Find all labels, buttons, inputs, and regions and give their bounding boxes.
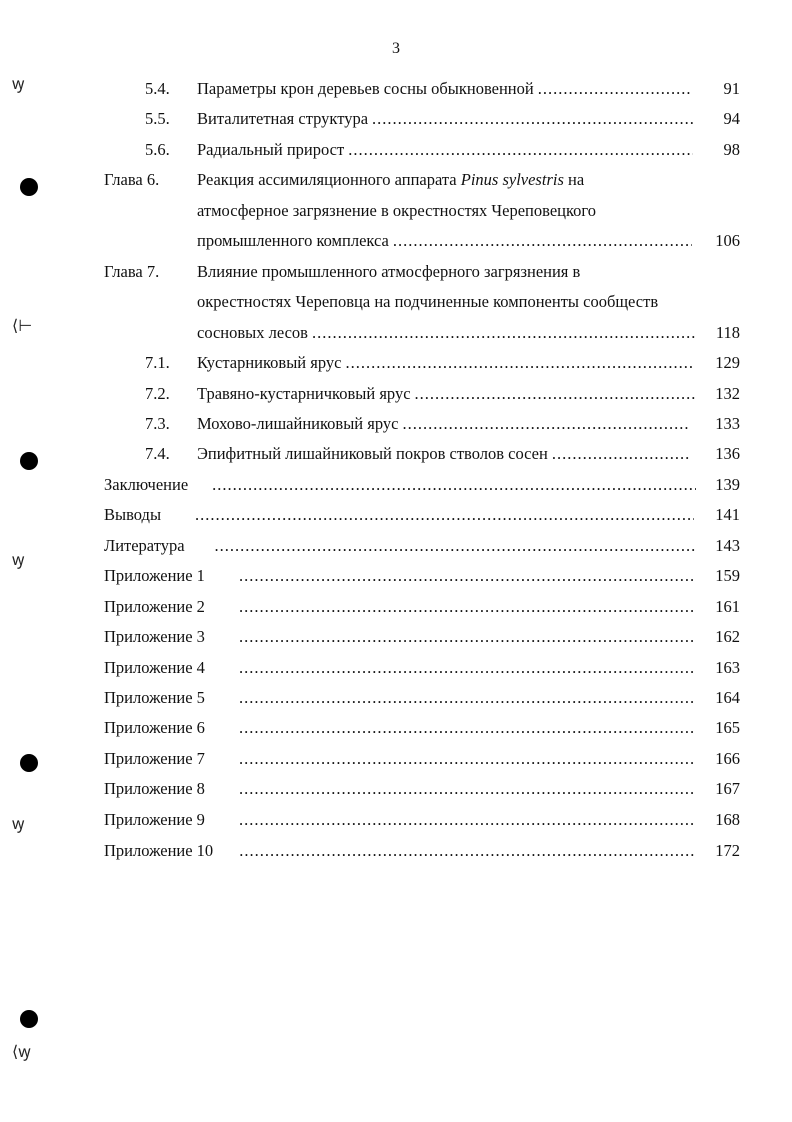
entry-title-line: Реакция ассимиляционного аппарата Pinus sylvestris на [197, 170, 585, 189]
entry-title: Приложение 7 [104, 749, 205, 768]
entry-title: Приложение 2 [104, 597, 205, 616]
entry-page: 163 [715, 658, 740, 677]
entry-page: 143 [715, 536, 740, 555]
entry-title: Травяно-кустарничковый ярус [197, 384, 411, 403]
entry-page: 166 [715, 749, 740, 768]
dot-leader [239, 561, 696, 591]
entry-page: 167 [715, 779, 740, 798]
entry-page: 106 [715, 231, 740, 250]
entry-title: Литература [104, 536, 185, 555]
entry-title: сосновых лесов [197, 323, 308, 342]
dot-leader [312, 318, 695, 348]
entry-title: Кустарниковый ярус [197, 353, 342, 372]
margin-mark-icon: ⟨ꝡ [12, 1042, 31, 1061]
chapter-number: Глава 7. [104, 262, 160, 281]
section-number: 5.5. [145, 109, 170, 128]
toc-entry[interactable] [104, 592, 698, 622]
dot-leader [239, 592, 696, 622]
entry-title: Заключение [104, 475, 189, 494]
dot-leader [239, 683, 696, 713]
entry-title: Приложение 3 [104, 627, 205, 646]
toc-entry[interactable] [104, 653, 698, 683]
entry-page: 91 [723, 79, 740, 98]
section-number: 7.2. [145, 384, 170, 403]
dot-leader [215, 531, 696, 561]
toc-entry[interactable] [145, 348, 697, 378]
entry-page: 139 [715, 475, 740, 494]
dot-leader [393, 226, 692, 256]
toc-entry[interactable] [104, 622, 698, 652]
entry-page: 162 [715, 627, 740, 646]
entry-title-line: окрестностях Череповца на подчиненные компоненты сообществ [197, 292, 659, 311]
entry-page: 118 [715, 323, 740, 342]
entry-title: Приложение 1 [104, 566, 205, 585]
entry-title: промышленного комплекса [197, 231, 389, 250]
dot-leader [239, 744, 696, 774]
species-name: Pinus sylvestris [460, 170, 564, 189]
entry-title: Приложение 6 [104, 718, 205, 737]
entry-page: 164 [715, 688, 740, 707]
toc-entry[interactable] [104, 744, 698, 774]
dot-leader [212, 470, 696, 500]
toc-entry[interactable] [104, 531, 698, 561]
entry-page: 133 [715, 414, 740, 433]
dot-leader [239, 622, 696, 652]
entry-page: 94 [723, 109, 740, 128]
toc-entry[interactable] [145, 104, 695, 134]
page-number: 3 [392, 40, 400, 57]
dot-leader [195, 500, 694, 530]
toc-entry[interactable] [104, 257, 704, 287]
entry-page: 141 [715, 505, 740, 524]
entry-page: 161 [715, 597, 740, 616]
entry-title: Радиальный прирост [197, 140, 345, 159]
margin-mark-icon: ⟨⊢ [12, 316, 33, 335]
toc-entry[interactable] [104, 713, 698, 743]
dot-leader [348, 135, 693, 165]
toc-entry[interactable] [145, 135, 695, 165]
entry-title: Приложение 5 [104, 688, 205, 707]
section-number: 5.6. [145, 140, 170, 159]
entry-title: Мохово-лишайниковый ярус [197, 414, 399, 433]
entry-title: Приложение 9 [104, 810, 205, 829]
section-number: 5.4. [145, 79, 170, 98]
toc-entry[interactable] [104, 683, 698, 713]
dot-leader [239, 836, 696, 866]
entry-page: 132 [715, 384, 740, 403]
margin-mark-icon: ꝡ [12, 550, 25, 569]
dot-leader [239, 774, 696, 804]
section-number: 7.1. [145, 353, 170, 372]
toc-entry[interactable] [145, 379, 697, 409]
chapter-number: Глава 6. [104, 170, 160, 189]
entry-page: 129 [715, 353, 740, 372]
entry-page: 168 [715, 810, 740, 829]
entry-title-line: атмосферное загрязнение в окрестностях Череповецкого [197, 201, 597, 220]
toc-entry[interactable] [104, 774, 698, 804]
entry-title-line: Влияние промышленного атмосферного загрязнения в [197, 262, 581, 281]
toc-entry[interactable] [145, 74, 693, 104]
section-number: 7.3. [145, 414, 170, 433]
dot-leader [239, 653, 696, 683]
dot-leader [552, 439, 690, 469]
dot-leader [538, 74, 691, 104]
entry-title: Приложение 8 [104, 779, 205, 798]
entry-title: Эпифитный лишайниковый покров стволов сосен [197, 444, 548, 463]
entry-title: Виталитетная структура [197, 109, 369, 128]
dot-leader [415, 379, 695, 409]
entry-page: 136 [715, 444, 740, 463]
entry-title: Приложение 4 [104, 658, 205, 677]
dot-leader [372, 104, 693, 134]
toc-entry[interactable] [104, 165, 704, 195]
toc-entry[interactable] [104, 561, 698, 591]
dot-leader [239, 805, 696, 835]
dot-leader [239, 713, 696, 743]
entry-title: Приложение 10 [104, 841, 214, 860]
toc-entry[interactable] [104, 836, 698, 866]
entry-page: 159 [715, 566, 740, 585]
toc-entry[interactable] [104, 500, 696, 530]
margin-mark-icon: ꝡ [12, 814, 25, 833]
toc-entry[interactable] [145, 409, 692, 439]
toc-entry-last-line[interactable] [197, 226, 694, 256]
margin-mark-icon: ꝡ [12, 74, 25, 93]
toc-entry[interactable] [145, 439, 692, 469]
toc-entry[interactable] [104, 805, 698, 835]
entry-page: 165 [715, 718, 740, 737]
entry-title: Параметры крон деревьев сосны обыкновенной [197, 79, 534, 98]
dot-leader [345, 348, 695, 378]
toc-entry-last-line[interactable] [197, 318, 697, 348]
entry-page: 98 [723, 140, 740, 159]
toc-entry[interactable] [104, 470, 698, 500]
section-number: 7.4. [145, 444, 170, 463]
entry-page: 172 [715, 841, 740, 860]
entry-title: Выводы [104, 505, 162, 524]
dot-leader [402, 409, 690, 439]
